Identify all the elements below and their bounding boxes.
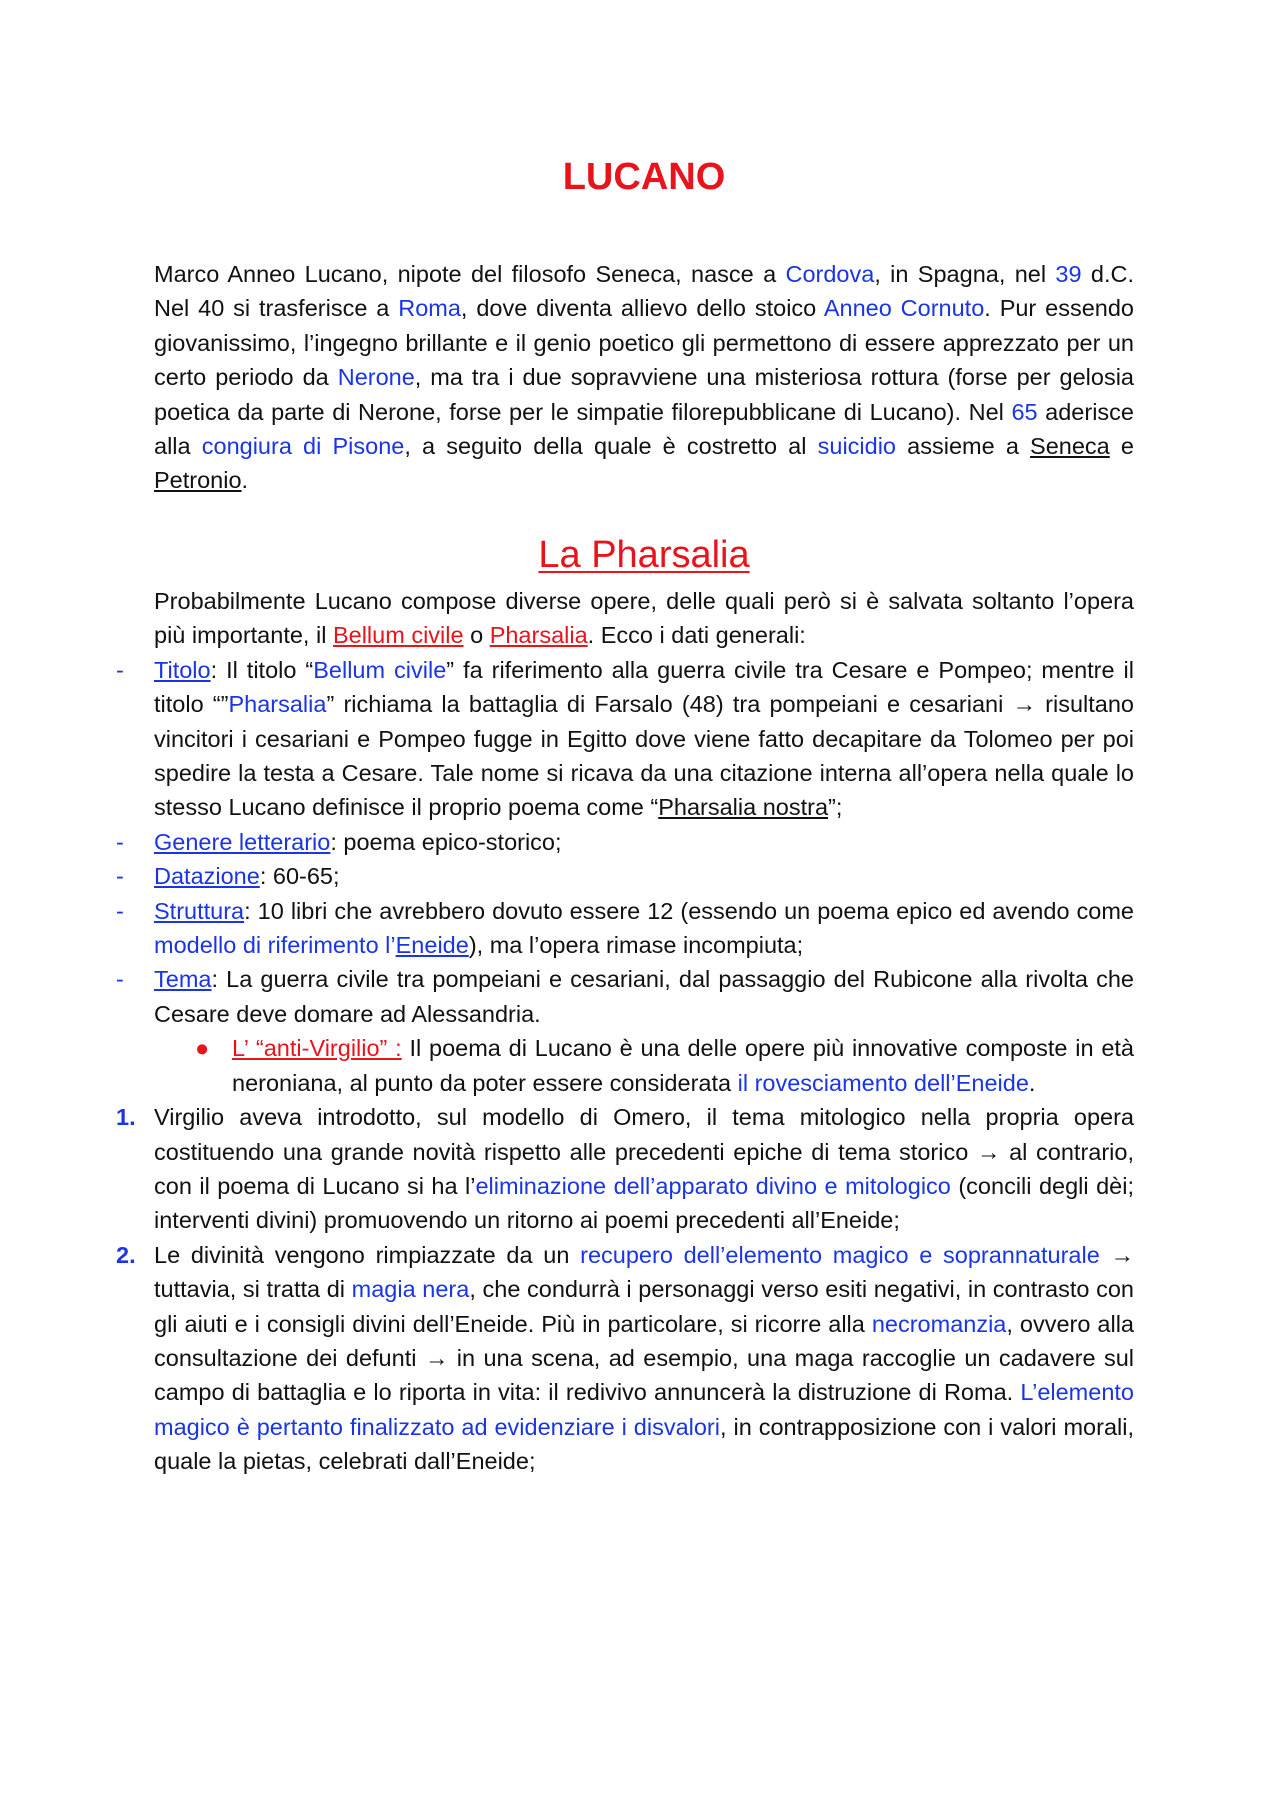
pharsalia-body [116, 584, 1135, 1479]
necromanzia-highlight: necromanzia [871, 1310, 1007, 1337]
pharsalia-link: Pharsalia [489, 622, 588, 649]
eneide-underlined: Eneide [395, 932, 469, 959]
magia-nera-highlight: magia nera [351, 1276, 470, 1303]
section-title-pharsalia: La Pharsalia [538, 534, 750, 576]
list-item-datazione: - Datazione: 60-65; [154, 859, 1134, 893]
numbered-item-1: 1. Virgilio aveva introdotto, sul modello di Omero, il tema mitologico nella propria opera costituendo una grande novità rispetto alle precedenti epiche di tema storico → al contrario, con il poema di Lucano si ha l’eliminazione dell’apparato divino e mitologico (concili degli dèi; interventi divini) promuovendo un ritorno ai poemi precedenti all’Eneide; [154, 1100, 1134, 1238]
dash-marker: - [116, 966, 124, 993]
pharsalia-intro-text: Probabilmente Lucano compose diverse opere, delle quali però si è salvata soltanto l’opera più importante, il Bellum civile o Pharsalia. Ecco i dati generali: [154, 588, 1134, 649]
tema-label: Tema [154, 966, 212, 993]
seneca-underlined: Seneca [1030, 433, 1110, 460]
list-item-struttura: - Struttura: 10 libri che avrebbero dovuto essere 12 (essendo un poema epico ed avendo come modello di riferimento l’Eneide), ma l’opera rimase incompiuta; [154, 894, 1134, 963]
datazione-label: Datazione [154, 863, 260, 890]
list-item-tema: - Tema: La guerra civile tra pompeiani e cesariani, dal passaggio del Rubicone alla rivolta che Cesare deve domare ad Alessandria. [154, 962, 1134, 1031]
year-39-highlight: 39 [1055, 261, 1082, 287]
nerone-highlight: Nerone [337, 364, 415, 391]
modello-highlight: modello di riferimento l’ [154, 932, 396, 959]
bellum-civile-highlight: Bellum civile [313, 656, 447, 683]
number-marker-2: 2. [116, 1241, 136, 1268]
roma-highlight: Roma [398, 295, 461, 322]
bellum-civile-link: Bellum civile [332, 622, 464, 649]
cornuto-highlight: Anneo Cornuto [823, 295, 985, 322]
pharsalia-highlight: Pharsalia [228, 691, 327, 718]
bullet-marker: ● [195, 1035, 210, 1062]
recupero-highlight: recupero dell’elemento magico e soprannaturale [580, 1241, 1100, 1268]
cordova-highlight: Cordova [785, 261, 875, 287]
congiura-highlight: congiura di Pisone [201, 433, 405, 460]
dash-marker: - [116, 828, 124, 855]
dash-marker: - [116, 863, 124, 890]
sub-bullet-list [154, 1031, 1134, 1100]
genere-label: Genere letterario [154, 828, 331, 855]
struttura-label: Struttura [154, 897, 245, 924]
rovesciamento-highlight: il rovesciamento dell’Eneide [737, 1069, 1029, 1096]
dash-marker: - [116, 656, 124, 683]
intro-text: Marco Anneo Lucano, nipote del filosofo Seneca, nasce a Cordova, in Spagna, nel 39 d.C. Nel 40 si trasferisce a Roma, dove diventa allievo dello stoico Anneo Cornuto. Pur essendo giovanissimo, l’ingegno brillante e il genio poetico gli permettono di essere apprezzato per un certo periodo da Nerone, ma tra i due sopravviene una misteriosa rottura (forse per gelosia poetica da parte di Nerone, forse per le simpatie filorepubblicane di Lucano). Nel 65 aderisce alla congiura di Pisone, a seguito della quale è costretto al suicidio assieme a Seneca e Petronio. [154, 261, 1134, 494]
finalizzato-highlight: L’elemento magico è pertanto finalizzato ad evidenziare i disvalori [154, 1379, 1134, 1440]
intro-paragraph [154, 257, 1134, 498]
petronio-underlined: Petronio [154, 467, 242, 494]
number-marker-1: 1. [116, 1104, 136, 1131]
eliminazione-highlight: eliminazione dell’apparato divino e mitologico [475, 1172, 951, 1199]
list-item-anti-virgilio: ● L’ “anti-Virgilio” : Il poema di Lucano è una delle opere più innovative composte in età neroniana, al punto da poter essere considerata il rovesciamento dell’Eneide. [232, 1031, 1134, 1100]
pharsalia-nostra-underlined: Pharsalia nostra [658, 794, 829, 821]
titolo-label: Titolo [154, 656, 211, 683]
numbered-item-2: 2. Le divinità vengono rimpiazzate da un recupero dell’elemento magico e soprannaturale → tuttavia, si tratta di magia nera, che condurrà i personaggi verso esiti negativi, in contrasto con gli aiuti e i consigli divini dell’Eneide. Più in particolare, si ricorre alla necromanzia, ovvero alla consultazione dei defunti → in una scena, ad esempio, una maga raccoglie un cadavere sul campo di battaglia e lo riporta in vita: il redivivo annuncerà la distruzione di Roma. L’elemento magico è pertanto finalizzato ad evidenziare i disvalori, in contrapposizione con i valori morali, quale la pietas, celebrati dall’Eneide; [154, 1238, 1134, 1479]
list-item-titolo: - Titolo: Il titolo “Bellum civile” fa riferimento alla guerra civile tra Cesare e Pompeo; mentre il titolo “”Pharsalia” richiama la battaglia di Farsalo (48) tra pompeiani e cesariani → risultano vincitori i cesariani e Pompeo fugge in Egitto dove viene fatto decapitare da Tolomeo per poi spedire la testa a Cesare. Tale nome si ricava da una citazione interna all’opera nella quale lo stesso Lucano definisce il proprio poema come “Pharsalia nostra”; [154, 653, 1134, 825]
list-item-genere: - Genere letterario: poema epico-storico; [154, 825, 1134, 859]
year-65-highlight: 65 [1011, 398, 1038, 425]
document-title: LUCANO [562, 156, 726, 198]
dash-marker: - [116, 897, 124, 924]
suicidio-highlight: suicidio [817, 433, 896, 460]
anti-virgilio-label: L’ “anti-Virgilio” : [232, 1035, 402, 1062]
